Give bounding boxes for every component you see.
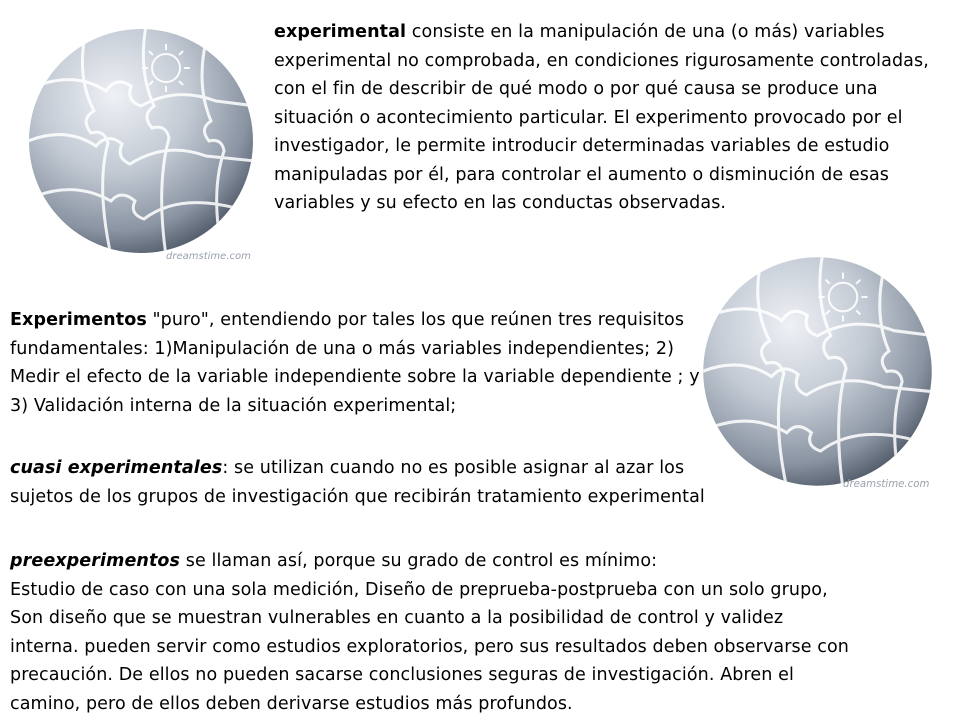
puzzle-sphere-icon bbox=[16, 16, 266, 266]
watermark-text: dreamstime.com bbox=[843, 478, 930, 490]
pre-line: Estudio de caso con una sola medición, Diseño de preprueba-postprueba con un solo grupo, bbox=[10, 579, 828, 600]
experimental-text: consiste en la manipulación de una (o más) variables experimental no comprobada, en condiciones rigurosamente controladas, con el fin de describir de qué modo o por qué causa se produce una situación o acontecimiento particular. El experimento provocado por el investigador, le permite introducir determinadas variables de estudio manipuladas por él, para controlar el aumento o disminución de esas variables y su efecto en las conductas observadas. bbox=[274, 22, 929, 213]
experimentos-puros-paragraph bbox=[10, 306, 700, 420]
experimental-term: experimental bbox=[274, 22, 407, 42]
puros-text: "puro", entendiendo por tales los que reúnen tres requisitos fundamentales: 1)Manipulación de una o más variables independientes; 2) Medir el efecto de la variable independiente sobre la variable dependiente ; y 3) Validación interna de la situación experimental; bbox=[10, 310, 700, 416]
experimental-paragraph bbox=[274, 18, 944, 218]
cuasi-experimentales-paragraph bbox=[10, 454, 750, 511]
puros-term: Experimentos bbox=[10, 310, 147, 330]
pre-line: camino, pero de ellos deben derivarse estudios más profundos. bbox=[10, 693, 573, 714]
watermark-text: dreamstime.com bbox=[166, 251, 251, 262]
preexperimentos-paragraph bbox=[10, 547, 950, 718]
pre-line: Son diseño que se muestran vulnerables en cuanto a la posibilidad de control y validez bbox=[10, 608, 784, 628]
pre-line: interna. pueden servir como estudios exploratorios, pero sus resultados deben observarse con bbox=[10, 636, 849, 657]
cuasi-text: : se utilizan cuando no es posible asignar al azar los sujetos de los grupos de investigación que recibirán tratamiento experimental bbox=[10, 458, 705, 507]
pre-line: precaución. De ellos no pueden sacarse conclusiones seguras de investigación. Abren el bbox=[10, 665, 794, 685]
cuasi-term: cuasi experimentales bbox=[10, 458, 223, 478]
pre-line: preexperimentos se llaman así, porque su grado de control es mínimo: bbox=[10, 551, 658, 571]
pre-term: preexperimentos bbox=[10, 551, 181, 571]
